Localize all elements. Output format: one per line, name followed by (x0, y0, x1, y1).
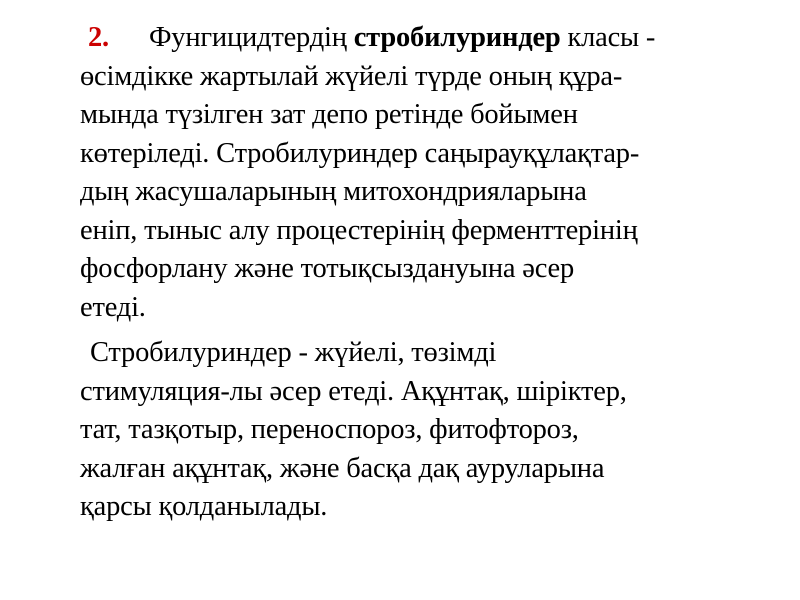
paragraph2-line5: қарсы қолданылады. (80, 491, 328, 522)
paragraph1-line5: дың жасушаларының митохондрияларына (80, 176, 587, 207)
slide-text-block (80, 19, 790, 527)
paragraph1-line3: мында түзілген зат депо ретінде бойымен (80, 99, 578, 130)
paragraph1-line7: фосфорлану және тотықсыздануына әсер (80, 253, 574, 284)
paragraph1-line1-before: Фунгицидтердің (148, 22, 354, 53)
paragraph1-line8: етеді. (80, 291, 146, 323)
paragraph1-line6: еніп, тыныс алу процестерінің ферменттерінің (80, 214, 638, 246)
paragraph2-line2: стимуляция-лы әсер етеді. Ақұнтақ, шіріктер, (80, 375, 627, 407)
paragraph1-line4: көтеріледі. Стробилуриндер саңырауқұлақтар- (80, 137, 640, 169)
paragraph2-line4: жалған ақұнтақ, және басқа дақ ауруларына (80, 452, 605, 484)
paragraph1-line1 (80, 19, 790, 58)
term-strobilurins: стробилуриндер (353, 22, 561, 53)
paragraph1-line2: өсімдікке жартылай жүйелі түрде оның құра- (80, 60, 623, 92)
item-number: 2. (88, 22, 109, 53)
paragraph2-line1: Стробилуриндер - жүйелі, төзімді (90, 337, 497, 368)
paragraph1-line1-after: класы - (560, 22, 656, 53)
paragraph2-line3: тат, тазқотыр, переноспороз, фитофтороз, (80, 414, 579, 445)
